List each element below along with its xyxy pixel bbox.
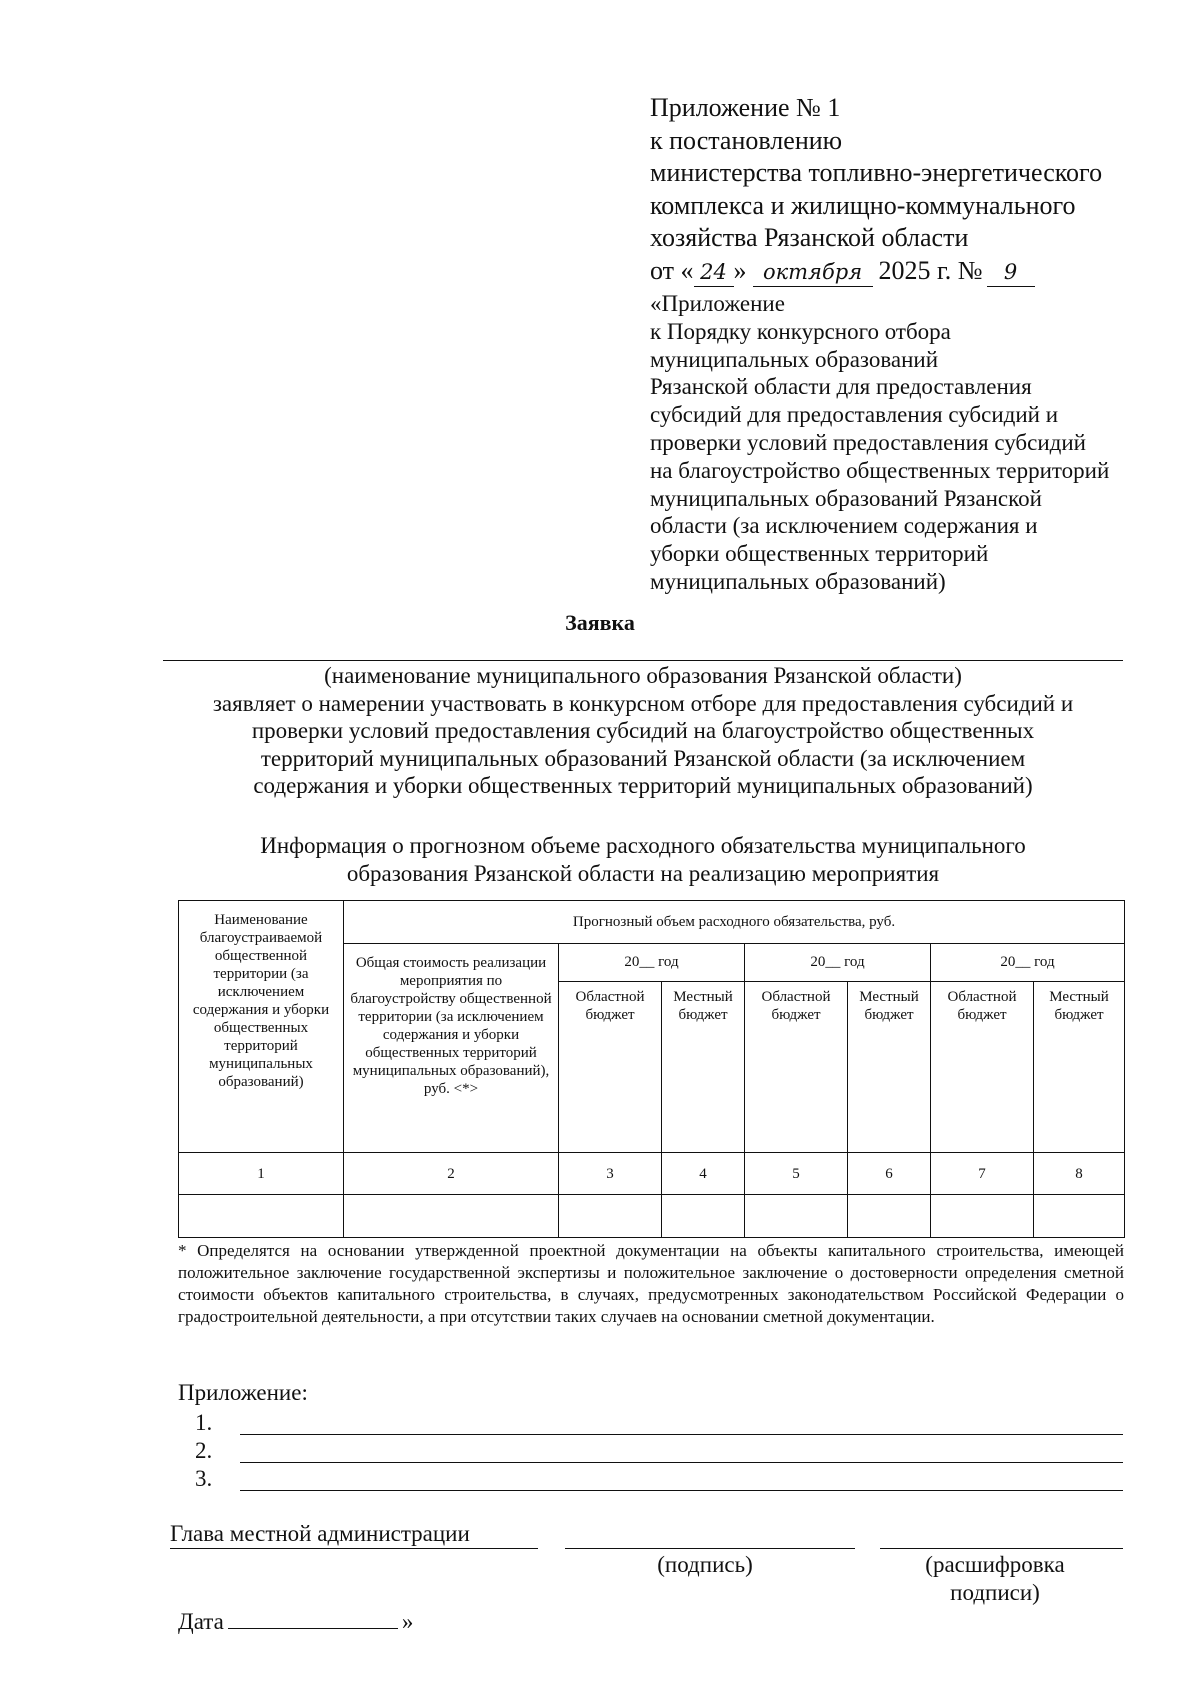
- resolution-date-line: [650, 255, 1102, 288]
- header-local-budget: Местный бюджет: [848, 982, 931, 1153]
- footnote: * Определятся на основании утвержденной проектной документации на объекты капитального строительства, имеющей положительное заключение государственной экспертизы и положительное заключение о достоверности определения сметной стоимости объектов капитального строительства, в случаях, предусмотренных законодательством Российской Федерации о градостроительной деятельности, а при отсутствии таких случаев на основании сметной документации.: [178, 1241, 1124, 1326]
- column-number: 7: [931, 1152, 1034, 1195]
- signature-caption: (подпись): [657, 1552, 753, 1577]
- data-cell[interactable]: [1034, 1195, 1125, 1238]
- handwritten-month: октября: [753, 260, 873, 287]
- header-line: к постановлению: [650, 125, 843, 155]
- header-year-3: 20__ год: [931, 943, 1125, 982]
- header-territory-name: Наименование благоустраиваемой общественной территории (за исключением содержания и уборки общественных территорий муниципальных образований): [179, 901, 344, 1153]
- handwritten-number: 9: [987, 260, 1035, 287]
- header-line: хозяйства Рязанской области: [650, 223, 969, 252]
- column-number: 6: [848, 1152, 931, 1195]
- sub-header-line: субсидий для предоставления субсидий и: [650, 402, 1059, 428]
- sub-header-line: муниципальных образований: [650, 346, 939, 372]
- sub-header-line: области (за исключением содержания и: [650, 513, 1038, 539]
- header-regional-budget: Областной бюджет: [559, 982, 662, 1153]
- intro-line: заявляет о намерении участвовать в конкурсном отборе для предоставления субсидий и: [212, 690, 1074, 716]
- date-mid: »: [733, 255, 747, 285]
- data-cell[interactable]: [931, 1195, 1034, 1238]
- appendix-header: [650, 92, 1102, 287]
- data-cell[interactable]: [179, 1195, 344, 1238]
- intro-line: содержания и уборки общественных территорий муниципальных образований): [253, 773, 1033, 798]
- intro-line: проверки условий предоставления субсидий на благоустройство общественных: [251, 718, 1035, 743]
- header-local-budget: Местный бюджет: [1034, 982, 1125, 1153]
- info-heading-line: образования Рязанской области на реализацию мероприятия: [346, 861, 940, 886]
- intro-line: территорий муниципальных образований Рязанской области (за исключением: [260, 745, 1026, 771]
- header-regional-budget: Областной бюджет: [745, 982, 848, 1153]
- header-year-2: 20__ год: [745, 943, 931, 982]
- date-year: 2025 г. №: [878, 255, 983, 285]
- date-field[interactable]: [228, 1606, 398, 1629]
- header-year-1: 20__ год: [559, 943, 745, 982]
- annex-item-number: 1.: [195, 1410, 213, 1435]
- column-number: 4: [662, 1152, 745, 1195]
- data-cell[interactable]: [745, 1195, 848, 1238]
- date-label: Дата: [178, 1609, 224, 1634]
- sub-header-line: на благоустройство общественных территорий: [650, 457, 1110, 483]
- sub-header-line: Рязанской области для предоставления: [650, 374, 1032, 400]
- sub-header-line: уборки общественных территорий: [650, 541, 989, 567]
- info-heading-line: Информация о прогнозном объеме расходного обязательства муниципального: [260, 833, 1026, 858]
- application-intro: [163, 662, 1123, 800]
- data-cell[interactable]: [848, 1195, 931, 1238]
- info-heading: [163, 832, 1123, 888]
- annex-item-number: 2.: [195, 1438, 213, 1463]
- decoding-caption-line: (расшифровка: [925, 1552, 1065, 1577]
- handwritten-day: 24: [694, 260, 734, 287]
- header-forecast-group: Прогнозный объем расходного обязательства, руб.: [344, 901, 1125, 944]
- sub-header-line: муниципальных образований): [650, 568, 946, 594]
- date-row: [178, 1606, 413, 1635]
- expenditure-table: [178, 900, 1125, 1238]
- sub-header-line: к Порядку конкурсного отбора: [650, 318, 951, 344]
- annex-item-number: 3.: [195, 1466, 213, 1491]
- document-title: Заявка: [565, 610, 635, 635]
- sub-header-line: муниципальных образований Рязанской: [650, 485, 1042, 511]
- signature-decoding-field[interactable]: [880, 1548, 1123, 1549]
- column-number: 2: [344, 1152, 559, 1195]
- header-total-cost: Общая стоимость реализации мероприятия по благоустройству общественной территории (за исключением содержания и уборки общественных территорий муниципальных образований), руб. <*>: [344, 943, 559, 1152]
- header-line: комплекса и жилищно-коммунального: [650, 190, 1076, 220]
- column-number: 3: [559, 1152, 662, 1195]
- position-underline: [170, 1548, 538, 1549]
- municipality-caption: (наименование муниципального образования Рязанской области): [324, 663, 962, 688]
- column-number: 5: [745, 1152, 848, 1195]
- annex-label: Приложение:: [178, 1380, 308, 1405]
- sub-header-line: проверки условий предоставления субсидий: [650, 429, 1086, 455]
- order-reference: [650, 290, 1109, 596]
- data-cell[interactable]: [662, 1195, 745, 1238]
- header-line: Приложение № 1: [650, 93, 841, 122]
- data-cell[interactable]: [559, 1195, 662, 1238]
- date-prefix: от «: [650, 255, 694, 285]
- decoding-caption-line: подписи): [950, 1580, 1040, 1605]
- header-local-budget: Местный бюджет: [662, 982, 745, 1153]
- signature-field[interactable]: [565, 1548, 855, 1549]
- municipality-name-field[interactable]: [163, 660, 1123, 661]
- annex-item-field[interactable]: [240, 1490, 1123, 1491]
- annex-item-field[interactable]: [240, 1462, 1123, 1463]
- data-cell[interactable]: [344, 1195, 559, 1238]
- annex-item-field[interactable]: [240, 1434, 1123, 1435]
- signature-decoding-caption: [895, 1551, 1095, 1607]
- header-line: министерства топливно-энергетического: [650, 158, 1103, 187]
- column-number: 8: [1034, 1152, 1125, 1195]
- column-number: 1: [179, 1152, 344, 1195]
- header-regional-budget: Областной бюджет: [931, 982, 1034, 1153]
- head-of-administration-label: Глава местной администрации: [170, 1521, 470, 1546]
- sub-header-line: «Приложение: [650, 291, 785, 316]
- date-suffix: »: [401, 1609, 414, 1634]
